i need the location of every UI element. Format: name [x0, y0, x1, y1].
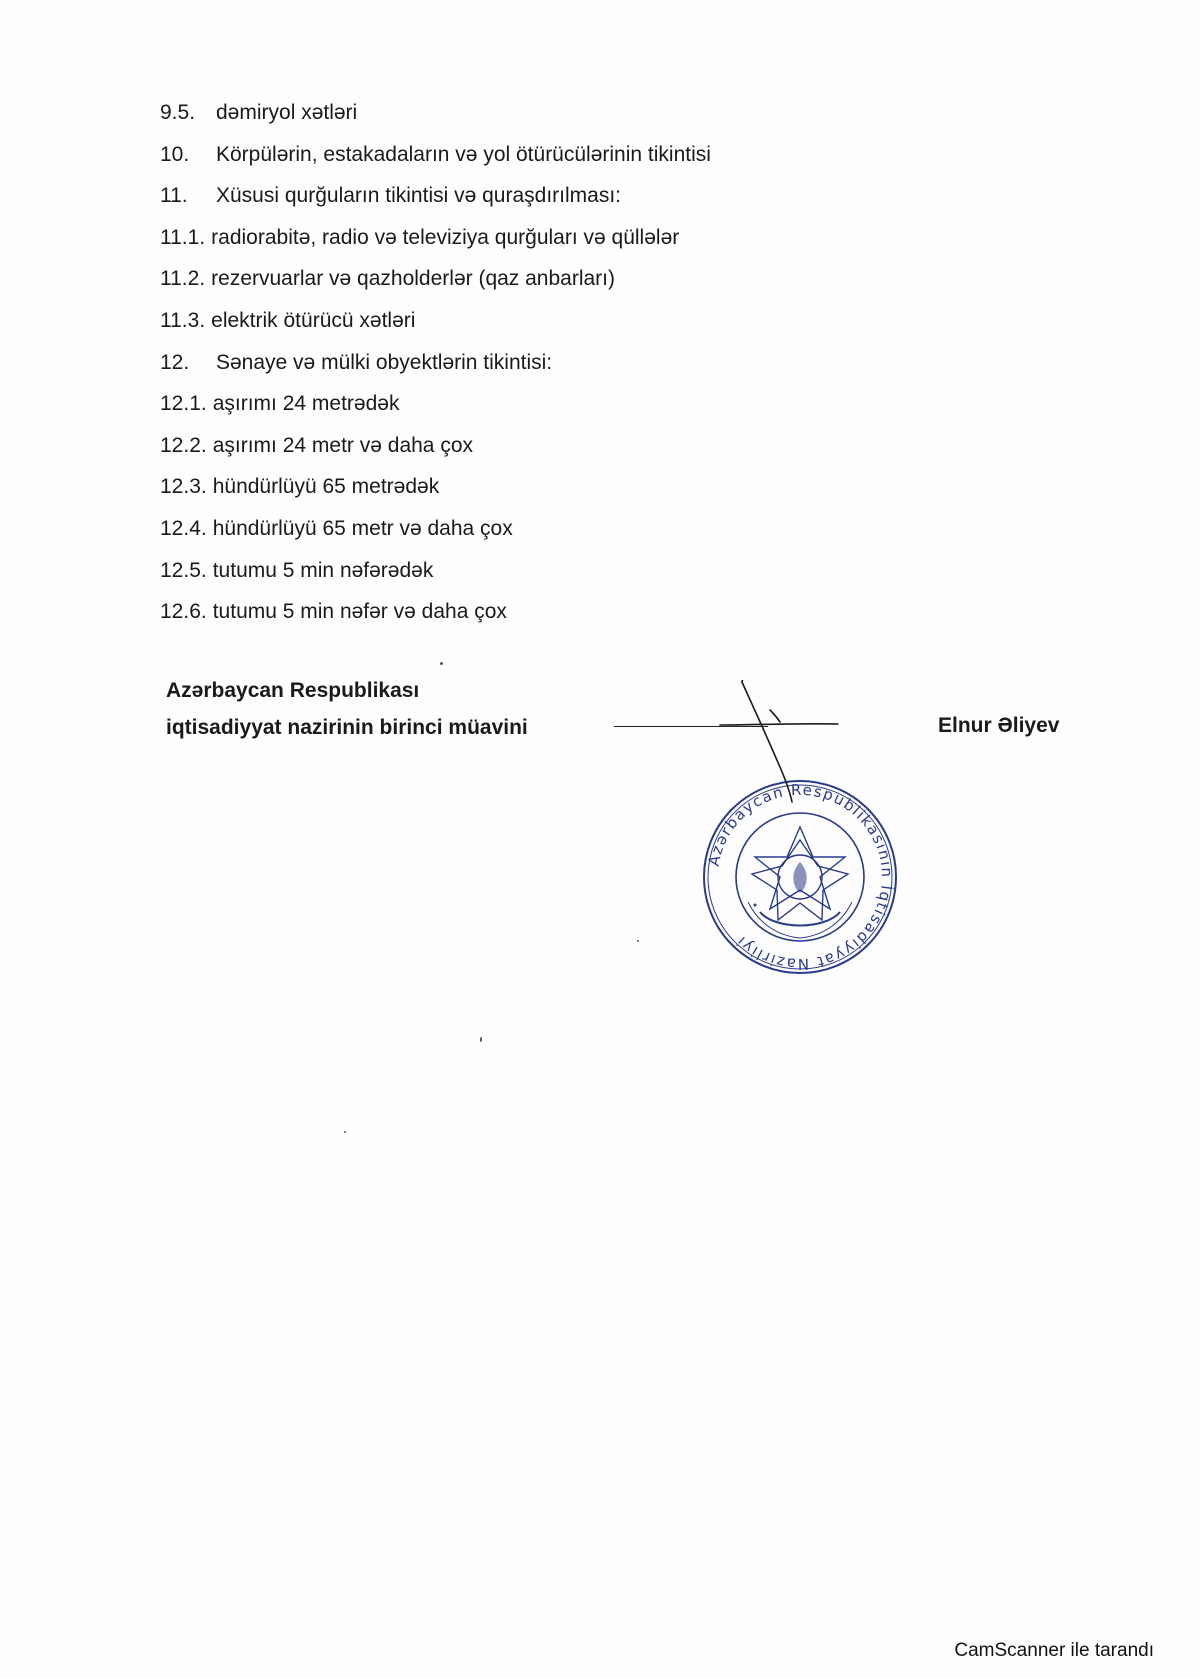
- item-text: Körpülərin, estakadaların və yol ötürücülərinin tikintisi: [216, 142, 711, 166]
- list-item: [160, 508, 711, 550]
- item-text: hündürlüyü 65 metrədək: [212, 475, 440, 499]
- item-number: 11.3.: [160, 308, 206, 332]
- list-item: [160, 383, 711, 425]
- list-item: [160, 342, 711, 384]
- list-item: [160, 92, 711, 134]
- scan-speck: [480, 1037, 482, 1042]
- item-text: aşırımı 24 metr və daha çox: [212, 433, 473, 457]
- list-item: [160, 217, 711, 259]
- item-number: 12.3.: [160, 475, 207, 499]
- list-item: [160, 134, 711, 176]
- item-number: 11.: [160, 184, 188, 208]
- list-item: [160, 175, 711, 217]
- signature-title: [166, 672, 528, 746]
- item-number: 11.1.: [160, 225, 206, 249]
- item-text: tutumu 5 min nəfərədək: [212, 558, 434, 582]
- seal-lettering: Azərbaycan Respublikasının İqtisadiyyat Nazirliyi: [704, 780, 897, 974]
- item-text: elektrik ötürücü xətləri: [211, 308, 416, 332]
- item-number: 10.: [160, 142, 190, 166]
- item-number: 12.4.: [160, 516, 207, 540]
- scan-speck: [637, 940, 639, 942]
- item-text: Sənaye və mülki obyektlərin tikintisi:: [216, 350, 553, 374]
- item-text: tutumu 5 min nəfər və daha çox: [212, 600, 507, 624]
- scanner-footer: CamScanner ile tarandı: [954, 1640, 1154, 1661]
- scan-speck: [344, 1131, 346, 1133]
- item-text: Xüsusi qurğuların tikintisi və quraşdırılması:: [216, 184, 621, 208]
- signature-title-line1: Azərbaycan Respublikası: [166, 679, 420, 702]
- item-number: 12.2.: [160, 433, 207, 457]
- item-list: [160, 92, 711, 633]
- item-text: dəmiryol xətləri: [216, 101, 358, 124]
- item-number: 12.1.: [160, 392, 207, 416]
- official-seal: [680, 680, 920, 980]
- list-item: [160, 300, 711, 342]
- list-item: [160, 591, 711, 633]
- list-item: [160, 258, 711, 300]
- seal-emblem: [748, 827, 852, 938]
- signatory-name: Elnur Əliyev: [938, 714, 1060, 737]
- item-number: 12.: [160, 350, 190, 374]
- item-number: 12.6.: [160, 600, 207, 624]
- item-text: radiorabitə, radio və televiziya qurğuları və qüllələr: [211, 225, 680, 249]
- item-number: 12.5.: [160, 558, 207, 582]
- item-text: hündürlüyü 65 metr və daha çox: [212, 516, 513, 540]
- signature-title-line2: iqtisadiyyat nazirinin birinci müavini: [166, 716, 528, 739]
- list-item: [160, 466, 711, 508]
- item-number: 9.5.: [160, 101, 196, 124]
- item-text: rezervuarlar və qazholderlər (qaz anbarları): [211, 267, 616, 291]
- list-item: [160, 425, 711, 467]
- item-number: 11.2.: [160, 267, 206, 291]
- item-text: aşırımı 24 metrədək: [212, 392, 400, 416]
- scan-speck: [440, 662, 443, 665]
- list-item: [160, 550, 711, 592]
